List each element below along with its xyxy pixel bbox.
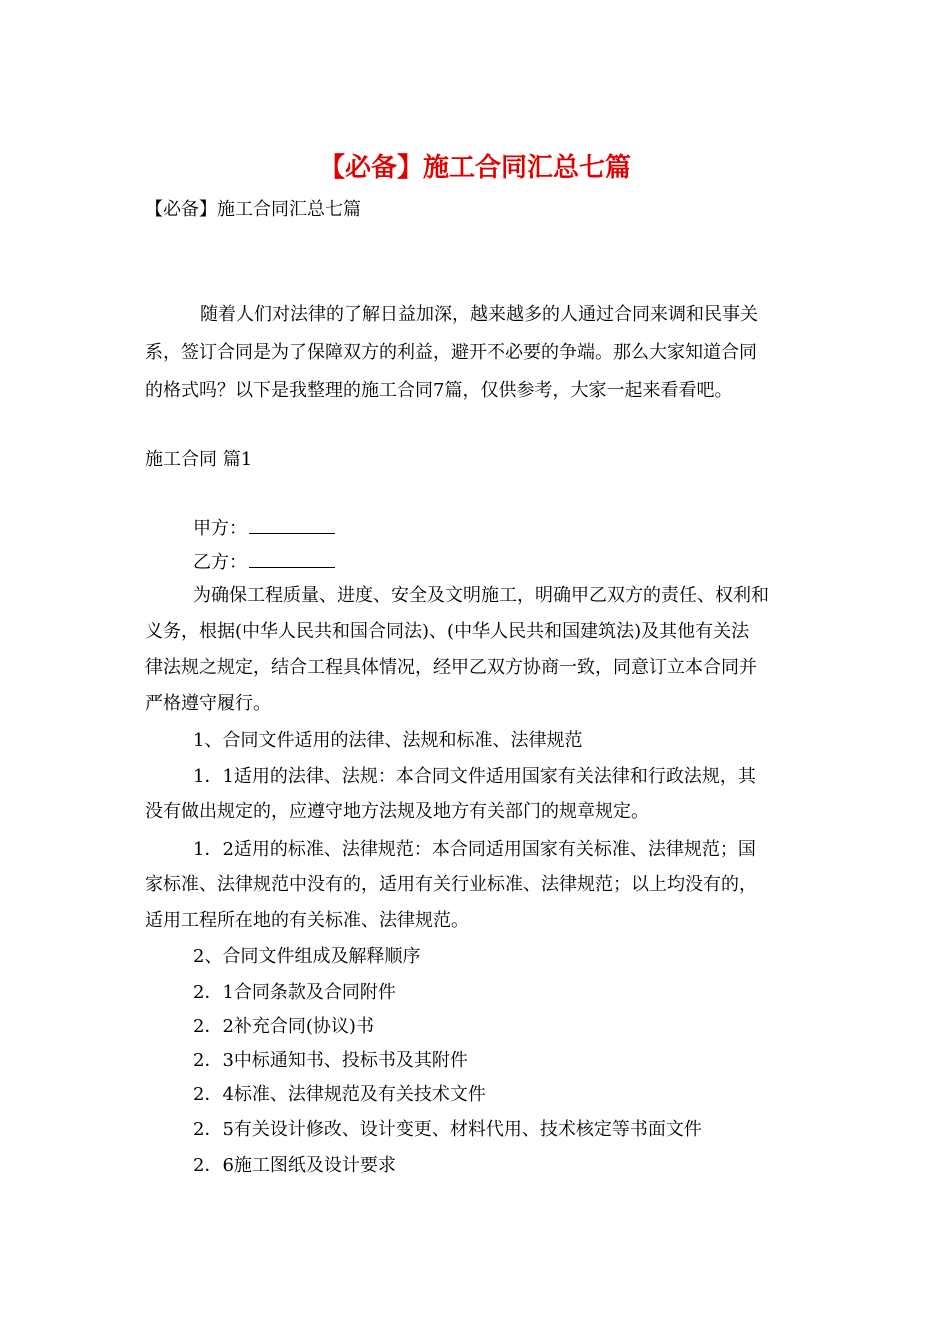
body-line: 为确保工程质量、进度、安全及文明施工，明确甲乙双方的责任、权利和 — [193, 585, 769, 606]
party-a-line — [193, 515, 335, 542]
intro-line: 随着人们对法律的了解日益加深，越来越多的人通过合同来调和民事关 — [200, 304, 758, 325]
document-subtitle: 【必备】施工合同汇总七篇 — [145, 199, 361, 220]
body-line: 严格遵守履行。 — [145, 693, 271, 714]
body-line: 律法规之规定，结合工程具体情况，经甲乙双方协商一致，同意订立本合同并 — [145, 657, 757, 678]
clause-line: 没有做出规定的，应遵守地方法规及地方有关部门的规章规定。 — [145, 801, 649, 822]
clause-line: 适用工程所在地的有关标准、法律规范。 — [145, 910, 469, 931]
intro-line: 的格式吗？以下是我整理的施工合同7篇，仅供参考，大家一起来看看吧。 — [145, 380, 733, 401]
party-b-line — [193, 549, 335, 576]
clause-item: 2．5有关设计修改、设计变更、材料代用、技术核定等书面文件 — [193, 1119, 702, 1140]
clause-line: 1．1适用的法律、法规：本合同文件适用国家有关法律和行政法规，其 — [193, 766, 756, 787]
clause-item: 2．4标准、法律规范及有关技术文件 — [193, 1084, 486, 1105]
document-title: 【必备】施工合同汇总七篇 — [318, 153, 631, 183]
clause-item: 2．2补充合同(协议)书 — [193, 1016, 374, 1037]
party-a-label: 甲方： — [193, 518, 247, 539]
clause-line: 家标准、法律规范中没有的，适用有关行业标准、法律规范；以上均没有的， — [145, 874, 757, 895]
clause-line: 1．2适用的标准、法律规范：本合同适用国家有关标准、法律规范；国 — [193, 839, 756, 860]
clause-item: 2．1合同条款及合同附件 — [193, 982, 396, 1003]
clause-heading: 1、合同文件适用的法律、法规和标准、法律规范 — [193, 730, 583, 751]
body-line: 义务，根据(中华人民共和国合同法)、(中华人民共和国建筑法)及其他有关法 — [145, 621, 750, 642]
clause-item: 2．3中标通知书、投标书及其附件 — [193, 1050, 468, 1071]
party-b-blank — [249, 549, 335, 568]
intro-line: 系，签订合同是为了保障双方的利益，避开不必要的争端。那么大家知道合同 — [145, 342, 757, 363]
clause-item: 2．6施工图纸及设计要求 — [193, 1155, 396, 1176]
clause-heading: 2、合同文件组成及解释顺序 — [193, 946, 421, 967]
party-b-label: 乙方： — [193, 552, 247, 573]
party-a-blank — [249, 515, 335, 534]
section-heading: 施工合同 篇1 — [145, 449, 253, 470]
